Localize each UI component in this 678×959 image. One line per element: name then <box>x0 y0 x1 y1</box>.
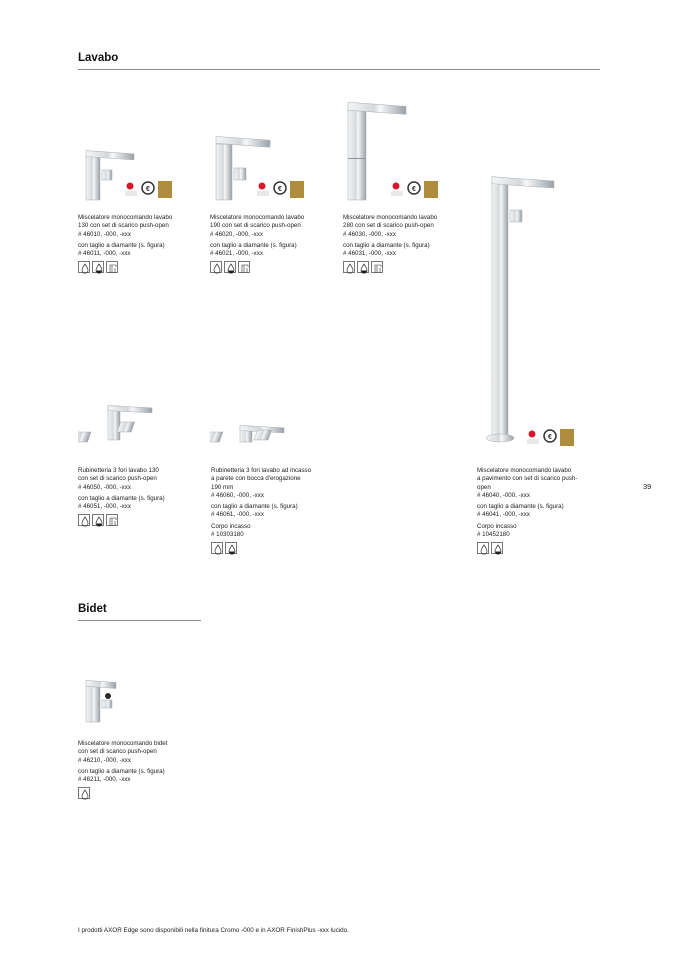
product-description: Rubinetteria 3 fori lavabo ad incasso a parete con bocca d'erogazione 190 mm # 46060, -000, -xxx <box>211 467 312 499</box>
product-variant: con taglio a diamante (s. figura) # 46051, -000, -xxx <box>78 494 165 511</box>
water-drop-icon <box>210 261 222 273</box>
product-variant: con taglio a diamante (s. figura) # 46031, -000, -xxx <box>343 241 430 258</box>
faucet-height-icon <box>106 514 118 526</box>
svg-text:€: € <box>278 186 282 193</box>
product-image-46210 <box>80 676 124 724</box>
eco-flow-icon <box>92 261 104 273</box>
water-drop-icon <box>78 787 90 799</box>
faucet-height-icon <box>106 261 118 273</box>
water-drop-icon <box>477 542 489 554</box>
product-item <box>210 214 332 273</box>
feature-icons <box>343 261 465 273</box>
product-variant: con taglio a diamante (s. figura) # 46011, -000, -xxx <box>78 241 165 258</box>
section-title-lavabo: Lavabo <box>78 52 119 64</box>
product-item <box>78 467 200 526</box>
svg-text:€: € <box>548 434 552 441</box>
section-divider-bidet <box>78 620 201 621</box>
feature-icons <box>211 542 333 554</box>
product-description: Miscelatore monocomando lavabo 280 con set di scarico push-open # 46030, -000, -xxx <box>343 214 438 238</box>
product-description: Miscelatore monocomando lavabo 190 con set di scarico push-open # 46020, -000, -xxx <box>210 214 305 238</box>
award-badges <box>390 180 440 200</box>
eco-flow-icon <box>92 514 104 526</box>
product-extra: Corpo incasso # 10303180 <box>211 522 251 539</box>
product-variant: con taglio a diamante (s. figura) # 46021, -000, -xxx <box>210 241 297 258</box>
product-description: Miscelatore monocomando bidet con set di scarico push-open # 46210, -000, -xxx <box>78 740 168 764</box>
footer-note: I prodotti AXOR Edge sono disponibili nella finitura Cromo -000 e in AXOR FinishPlus -xxx lucido. <box>78 927 349 934</box>
eco-flow-icon <box>357 261 369 273</box>
product-image-46040 <box>482 172 560 444</box>
feature-icons <box>78 514 200 526</box>
feature-icons <box>78 787 200 799</box>
section-divider-lavabo <box>78 69 600 70</box>
product-item <box>78 214 200 273</box>
section-title-bidet: Bidet <box>78 603 107 615</box>
award-badges <box>526 428 576 448</box>
eco-flow-icon <box>225 542 237 554</box>
faucet-height-icon <box>238 261 250 273</box>
product-description: Rubinetteria 3 fori lavabo 130 con set di scarico push-open # 46050, -000, -xxx <box>78 467 159 491</box>
feature-icons <box>210 261 332 273</box>
product-extra: Corpo incasso # 10452180 <box>477 522 517 539</box>
product-description: Miscelatore monocomando lavabo a pavimento con set di scarico push- open # 46040, -000, -xxx <box>477 467 578 499</box>
award-badges <box>124 180 174 200</box>
product-variant: con taglio a diamante (s. figura) # 46061, -000, -xxx <box>211 503 298 519</box>
product-item <box>78 740 200 799</box>
water-drop-icon <box>211 542 223 554</box>
svg-text:€: € <box>412 186 416 193</box>
faucet-height-icon <box>371 261 383 273</box>
award-badges <box>256 180 306 200</box>
svg-text:€: € <box>146 186 150 193</box>
water-drop-icon <box>343 261 355 273</box>
product-image-46060 <box>210 418 290 452</box>
product-variant: con taglio a diamante (s. figura) # 46041, -000, -xxx <box>477 503 564 519</box>
product-item <box>477 467 607 554</box>
water-drop-icon <box>78 514 90 526</box>
eco-flow-icon <box>224 261 236 273</box>
eco-flow-icon <box>491 542 503 554</box>
product-description: Miscelatore monocomando lavabo 130 con set di scarico push-open # 46010, -000, -xxx <box>78 214 173 238</box>
product-image-46050 <box>78 402 158 452</box>
feature-icons <box>78 261 200 273</box>
product-item <box>343 214 465 273</box>
page-number: 39 <box>643 482 652 491</box>
product-item <box>211 467 333 554</box>
feature-icons <box>477 542 607 554</box>
water-drop-icon <box>78 261 90 273</box>
product-variant: con taglio a diamante (s. figura) # 46211, -000, -xxx <box>78 767 165 784</box>
